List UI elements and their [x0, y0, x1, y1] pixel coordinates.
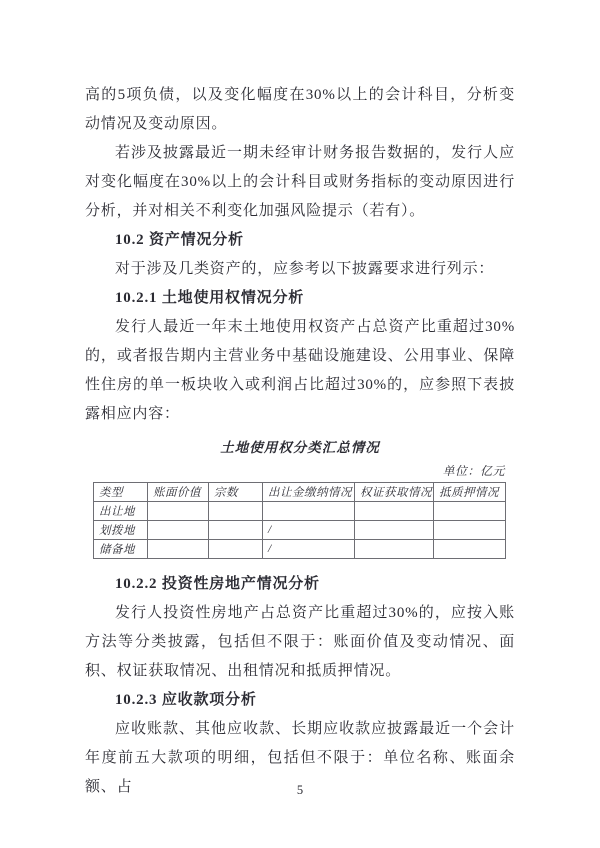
col-header-parcel-count: 宗数 — [209, 483, 263, 502]
paragraph-10-2-1: 发行人最近一年末土地使用权资产占总资产比重超过30%的，或者报告期内主营业务中基础设施建设、公用事业、保障性住房的单一板块收入或利润占比超过30%的，应参照下表披露相应内容： — [85, 319, 515, 422]
col-header-grant-fee-payment: 出让金缴纳情况 — [263, 483, 355, 502]
col-header-pledge-status: 抵质押情况 — [434, 483, 506, 502]
col-header-type: 类型 — [94, 483, 148, 502]
section-heading-10-2: 10.2 资产情况分析 — [115, 232, 244, 248]
table-cell — [148, 502, 209, 521]
document-body — [85, 81, 515, 802]
paragraph-10-2-3: 应收账款、其他应收款、长期应收款应披露最近一个会计年度前五大款项的明细，包括但不限于：单位名称、账面余额、占 — [85, 721, 515, 795]
table-cell — [355, 521, 434, 540]
section-heading-10-2-1: 10.2.1 土地使用权情况分析 — [115, 290, 305, 306]
paragraph-continuation: 高的5项负债，以及变化幅度在30%以上的会计科目，分析变动情况及变动原因。 — [85, 87, 515, 132]
row-label-granted-land: 出让地 — [94, 502, 148, 521]
table-cell — [209, 502, 263, 521]
row-label-reserve-land: 储备地 — [94, 540, 148, 559]
land-use-rights-table — [93, 482, 506, 559]
table-cell: / — [263, 540, 355, 559]
page-number: 5 — [296, 783, 304, 797]
paragraph-10-2-2: 发行人投资性房地产占总资产比重超过30%的，应按入账方法等分类披露，包括但不限于：账面价值及变动情况、面积、权证获取情况、出租情况和抵质押情况。 — [85, 605, 515, 679]
table-cell — [148, 540, 209, 559]
table-header-row — [94, 483, 506, 502]
table-cell: / — [263, 521, 355, 540]
table-unit-label: 单位：亿元 — [442, 464, 505, 478]
row-label-allocated-land: 划拨地 — [94, 521, 148, 540]
table-cell — [355, 502, 434, 521]
table-cell — [434, 540, 506, 559]
table-row — [94, 502, 506, 521]
table-row — [94, 540, 506, 559]
section-heading-10-2-3: 10.2.3 应收款项分析 — [115, 692, 257, 708]
table-cell — [263, 502, 355, 521]
table-cell — [434, 502, 506, 521]
paragraph-unaudited-data: 若涉及披露最近一期未经审计财务报告数据的，发行人应对变化幅度在30%以上的会计科目或财务指标的变动原因进行分析，并对相关不利变化加强风险提示（若有）。 — [85, 145, 515, 219]
col-header-book-value: 账面价值 — [148, 483, 209, 502]
table-cell — [148, 521, 209, 540]
table-cell — [355, 540, 434, 559]
table-cell — [209, 521, 263, 540]
col-header-certificate-status: 权证获取情况 — [355, 483, 434, 502]
table-row — [94, 521, 506, 540]
table-title: 土地使用权分类汇总情况 — [220, 440, 380, 455]
section-heading-10-2-2: 10.2.2 投资性房地产情况分析 — [115, 576, 320, 592]
table-cell — [209, 540, 263, 559]
paragraph-10-2-intro: 对于涉及几类资产的，应参考以下披露要求进行列示： — [115, 261, 495, 277]
table-cell — [434, 521, 506, 540]
